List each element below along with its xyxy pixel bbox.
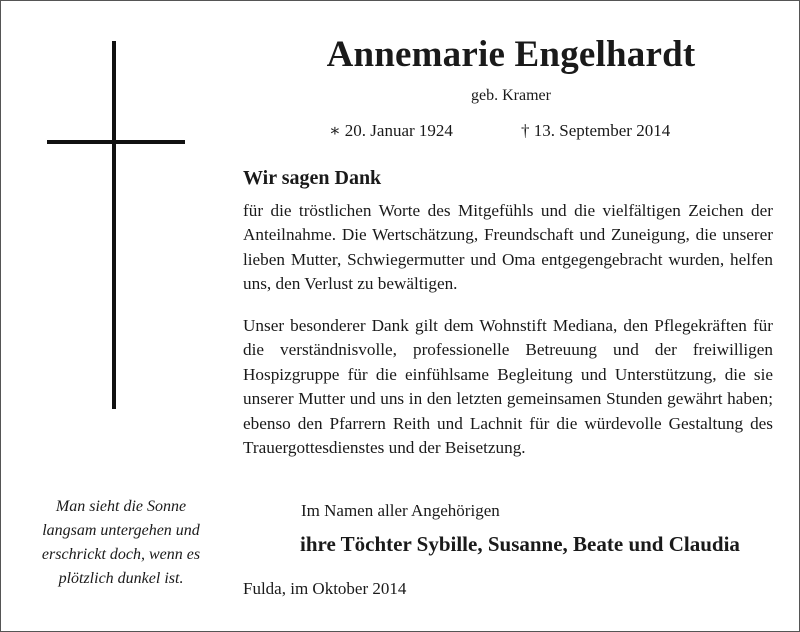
signers: ihre Töchter Sybille, Susanne, Beate und Claudia	[300, 532, 740, 556]
birth-name: geb. Kramer	[471, 87, 551, 104]
poem-line: langsam untergehen und	[42, 522, 200, 539]
poem-line: plötzlich dunkel ist.	[58, 570, 184, 587]
birth-date: ∗ 20. Januar 1924	[329, 121, 453, 140]
on-behalf-line: Im Namen aller Angehörigen	[301, 501, 500, 520]
death-date: † 13. September 2014	[521, 121, 671, 140]
poem-line: erschrickt doch, wenn es	[41, 546, 201, 563]
poem-line: Man sieht die Sonne	[55, 498, 187, 515]
thanks-paragraph-1: für die tröstlichen Worte des Mitgefühls und die vielfältigen Zeichen der Anteilnahme. Die Wertschätzung, Freundschaft und Zuneigung, die unserer lieben Mutter, Schwiegermutter und Oma entgegengebracht wurden, helfen uns, den Verlust zu bewältigen.	[243, 201, 773, 294]
thanks-paragraph-2: Unser besonderer Dank gilt dem Wohnstift Mediana, den Pflegekräften für die verständnisvolle, professionelle Betreuung und der freiwilligen Hospizgruppe für die einfühlsame Begleitung und Unterstützung, die sie unserer Mutter und uns in den letzten gemeinsamen Stunden gewährt haben; ebenso den Pfarrern Reith und Lachnit für die würdevolle Gestaltung des Trauergottesdienstes und der Beisetzung.	[243, 316, 773, 458]
poem	[21, 495, 221, 591]
deceased-name: Annemarie Engelhardt	[326, 34, 696, 75]
cross-horizontal-bar	[47, 140, 185, 144]
cross-vertical-bar	[112, 41, 116, 409]
thanks-heading: Wir sagen Dank	[243, 167, 382, 189]
place-date: Fulda, im Oktober 2014	[243, 579, 407, 598]
